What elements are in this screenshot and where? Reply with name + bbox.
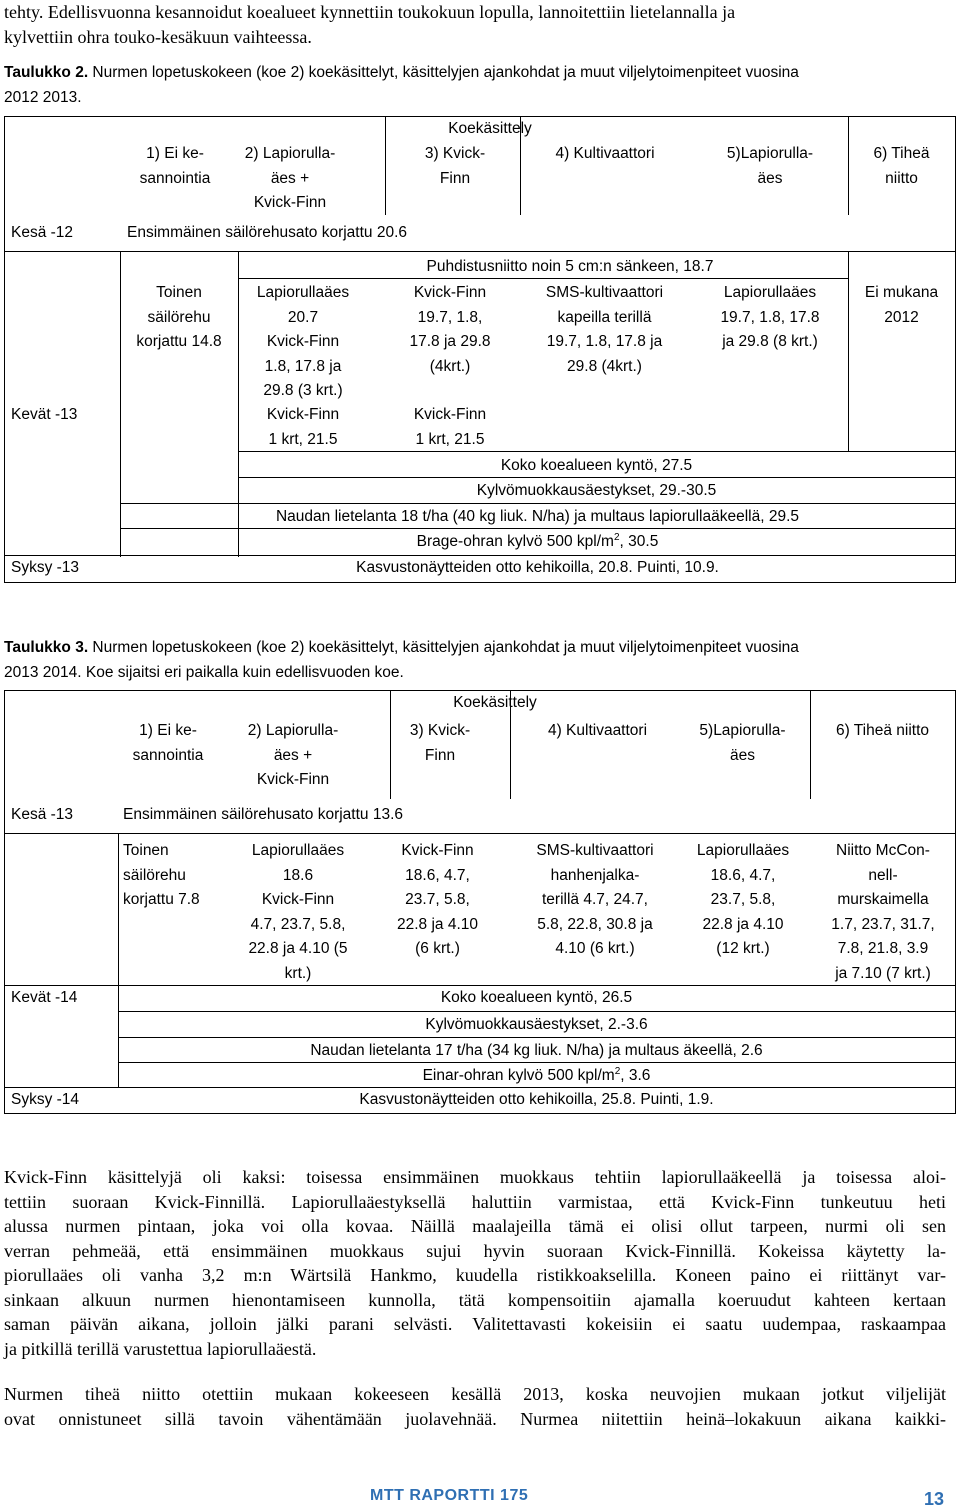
table2 [4,116,956,583]
table3-kynto: Koko koealueen kyntö, 26.5 [440,989,633,1006]
table3-header-3: 3) Kvick- Finn [409,722,471,764]
table3-cell-3: Kvick-Finn 18.6, 4.7, 23.7, 5.8, 22.8 ja 4.10 (6 krt.) [396,842,478,957]
table2-kylvo: Brage-ohran kylvö 500 kpl/$m^2$, 30.5 [416,531,659,550]
table3-cell-2: Lapiorullaäes 18.6 Kvick-Finn 4.7, 23.7, 5.8, 22.8 ja 4.10 (5 krt.) [248,842,348,982]
table2-header-6: 6) Tiheä niitto [873,145,930,187]
table2-row-label-syksy: Syksy -13 [11,559,80,576]
table2-caption-text: 2012 2013. [4,88,82,106]
table2-kesa-text: Ensimmäinen säilörehusato korjattu 20.6 [127,224,408,241]
table2-kynto: Koko koealueen kyntö, 27.5 [500,457,693,474]
table3-header-6: 6) Tiheä niitto [835,722,930,739]
table3-header-2: 2) Lapiorulla- äes + Kvick-Finn [247,722,339,788]
table3-row-label-kevat: Kevät -14 [11,989,78,1006]
table2-caption-text: Nurmen lopetuskokeen (koe 2) koekäsittelyt, käsittelyjen ajankohdat ja muut viljelytoimenpiteet vuosina [88,64,799,81]
table2-kylvomuokkaus: Kylvömuokkausäestykset, 29.-30.5 [476,482,717,499]
table2-cell-4: SMS-kultivaattori kapeilla terillä 19.7, 1.8, 17.8 ja 29.8 (4krt.) [545,284,664,375]
table2-syksy-text: Kasvustonäytteiden otto kehikoilla, 20.8. Puinti, 10.9. [356,559,719,576]
table3-caption-text: Nurmen lopetuskokeen (koe 2) koekäsittelyt, käsittelyjen ajankohdat ja muut viljelytoimenpiteet vuosina [88,639,799,656]
table2-kevat-cell-3: Kvick-Finn 1 krt, 21.5 [413,406,487,448]
table3-header-1: 1) Ei ke- sannointia [132,722,204,764]
table2-header-koekasittely: Koekäsittely [448,120,532,137]
table2-row-label-kevat: Kevät -13 [11,406,78,423]
table3-cell-5: Lapiorullaäes 18.6, 4.7, 23.7, 5.8, 22.8 ja 4.10 (12 krt.) [696,842,790,957]
table2-header-2: 2) Lapiorulla- äes + Kvick-Finn [244,145,336,211]
table2-cell-6: Ei mukana 2012 [864,284,939,326]
page-number: 13 [924,1489,945,1509]
intro-paragraph [4,0,946,49]
table3-header-4: 4) Kultivaattori [547,722,648,739]
table2-header-3: 3) Kvick- Finn [424,145,486,187]
table2-kevat-cell-2: Kvick-Finn 1 krt, 21.5 [266,406,340,448]
table3-kylvo: Einar-ohran kylvö 500 kpl/$m^2$, 3.6 [422,1065,651,1084]
table3-cell-1: Toinen säilörehu korjattu 7.8 [123,842,200,908]
footer-report-title: MTT RAPORTTI 175 [370,1487,529,1504]
table3-header-koekasittely: Koekäsittely [453,694,537,711]
table3-header-5: 5)Lapiorulla- äes [699,722,786,764]
table3-lietelanta: Naudan lietelanta 17 t/ha (34 kg liuk. N/ha) ja multaus äkeellä, 2.6 [310,1042,763,1059]
table3 [4,690,956,1114]
table2-cell-2: Lapiorullaäes 20.7 Kvick-Finn 1.8, 17.8 ja 29.8 (3 krt.) [256,284,350,399]
table3-syksy-text: Kasvustonäytteiden otto kehikoilla, 25.8. Puinti, 1.9. [359,1091,714,1108]
table3-row-label-kesa: Kesä -13 [11,806,74,823]
table3-cell-4: SMS-kultivaattori hanhenjalka- terillä 4.7, 24.7, 5.8, 22.8, 30.8 ja 4.10 (6 krt.) [536,842,654,957]
table2-header-4: 4) Kultivaattori [555,145,655,162]
table3-caption-label: Taulukko 3. [4,639,89,656]
table2-header-1: 1) Ei ke- sannointia [139,145,211,187]
table2-cell-1: Toinen säilörehu korjattu 14.8 [136,284,222,350]
table2-caption [4,61,946,110]
table3-caption [4,636,946,685]
table2-cell-5: Lapiorullaäes 19.7, 1.8, 17.8 ja 29.8 (8 krt.) [720,284,820,350]
table3-cell-6: Niitto McCon- nell- murskaimella 1.7, 23.7, 31.7, 7.8, 21.8, 3.9 ja 7.10 (7 krt.) [831,842,935,982]
table3-kylvomuokkaus: Kylvömuokkausäestykset, 2.-3.6 [425,1016,648,1033]
table2-row-label-kesa: Kesä -12 [11,224,74,241]
intro-line: tehty. Edellisvuonna kesannoidut koealueet kynnettiin toukokuun lopulla, lannoitettiin lietelannalla ja [4,2,736,22]
table2-cell-3: Kvick-Finn 19.7, 1.8, 17.8 ja 29.8 (4krt.) [409,284,491,375]
table2-lietelanta: Naudan lietelanta 18 t/ha (40 kg liuk. N/ha) ja multaus lapiorullaäkeellä, 29.5 [275,508,799,525]
table3-kesa-text: Ensimmäinen säilörehusato korjattu 13.6 [123,806,404,823]
table2-puhdistusniitto: Puhdistusniitto noin 5 cm:n sänkeen, 18.7 [426,258,714,275]
table3-caption-text: 2013 2014. Koe sijaitsi eri paikalla kuin edellisvuoden koe. [4,663,404,681]
intro-line: kylvettiin ohra touko-kesäkuun vaihteessa. [4,26,312,47]
table3-row-label-syksy: Syksy -14 [11,1091,80,1108]
table2-header-5: 5)Lapiorulla- äes [726,145,814,187]
body-paragraph-2: Nurmen tiheä niitto otettiin mukaan kokeeseen kesällä 2013, koska neuvojien mukaan jotkut viljelijät ovat onnistuneet sillä tavoin vähentämään juolavehnää. Nurmea niitettiin heinä–lokakuun aikana kaikki- [4,1384,946,1429]
body-paragraph-1: Kvick-Finn käsittelyjä oli kaksi: toisessa ensimmäinen muokkaus tehtiin lapiorullaäkeellä ja toisessa aloi- tettiin suoraan Kvick-Finnillä. Lapiorullaäestyksellä haluttiin varmistaa, että Kvick-Finn tunkeutuu heti alussa nurmen pintaan, joka voi olla kovaa. Näillä maalajeilla tämä ei olisi ollut tarpeen, nurmi oli sen verran pehmeää, että ensimmäinen muokkaus sujui hyvin suoraan Kvick-Finnillä. Kokeissa käytetty la- piorullaäes oli vanha 3,2 m:n Wärtsilä Hankmo, kuudella ristikkoakselilla. Koneen paino ei riittänyt var- sinkaan alkuun nurmen hienontamiseen kunnolla, tätä kompensoitiin ajamalla koeruudut kahteen kertaan saman päivän aikana, jolloin jälki parani selvästi. Valitettavasti kokeisiin ei saatu uudempaa, raskaampaa ja pitkillä terillä varustettua lapiorullaäestä. [4,1167,946,1359]
table2-caption-label: Taulukko 2. [4,64,89,81]
